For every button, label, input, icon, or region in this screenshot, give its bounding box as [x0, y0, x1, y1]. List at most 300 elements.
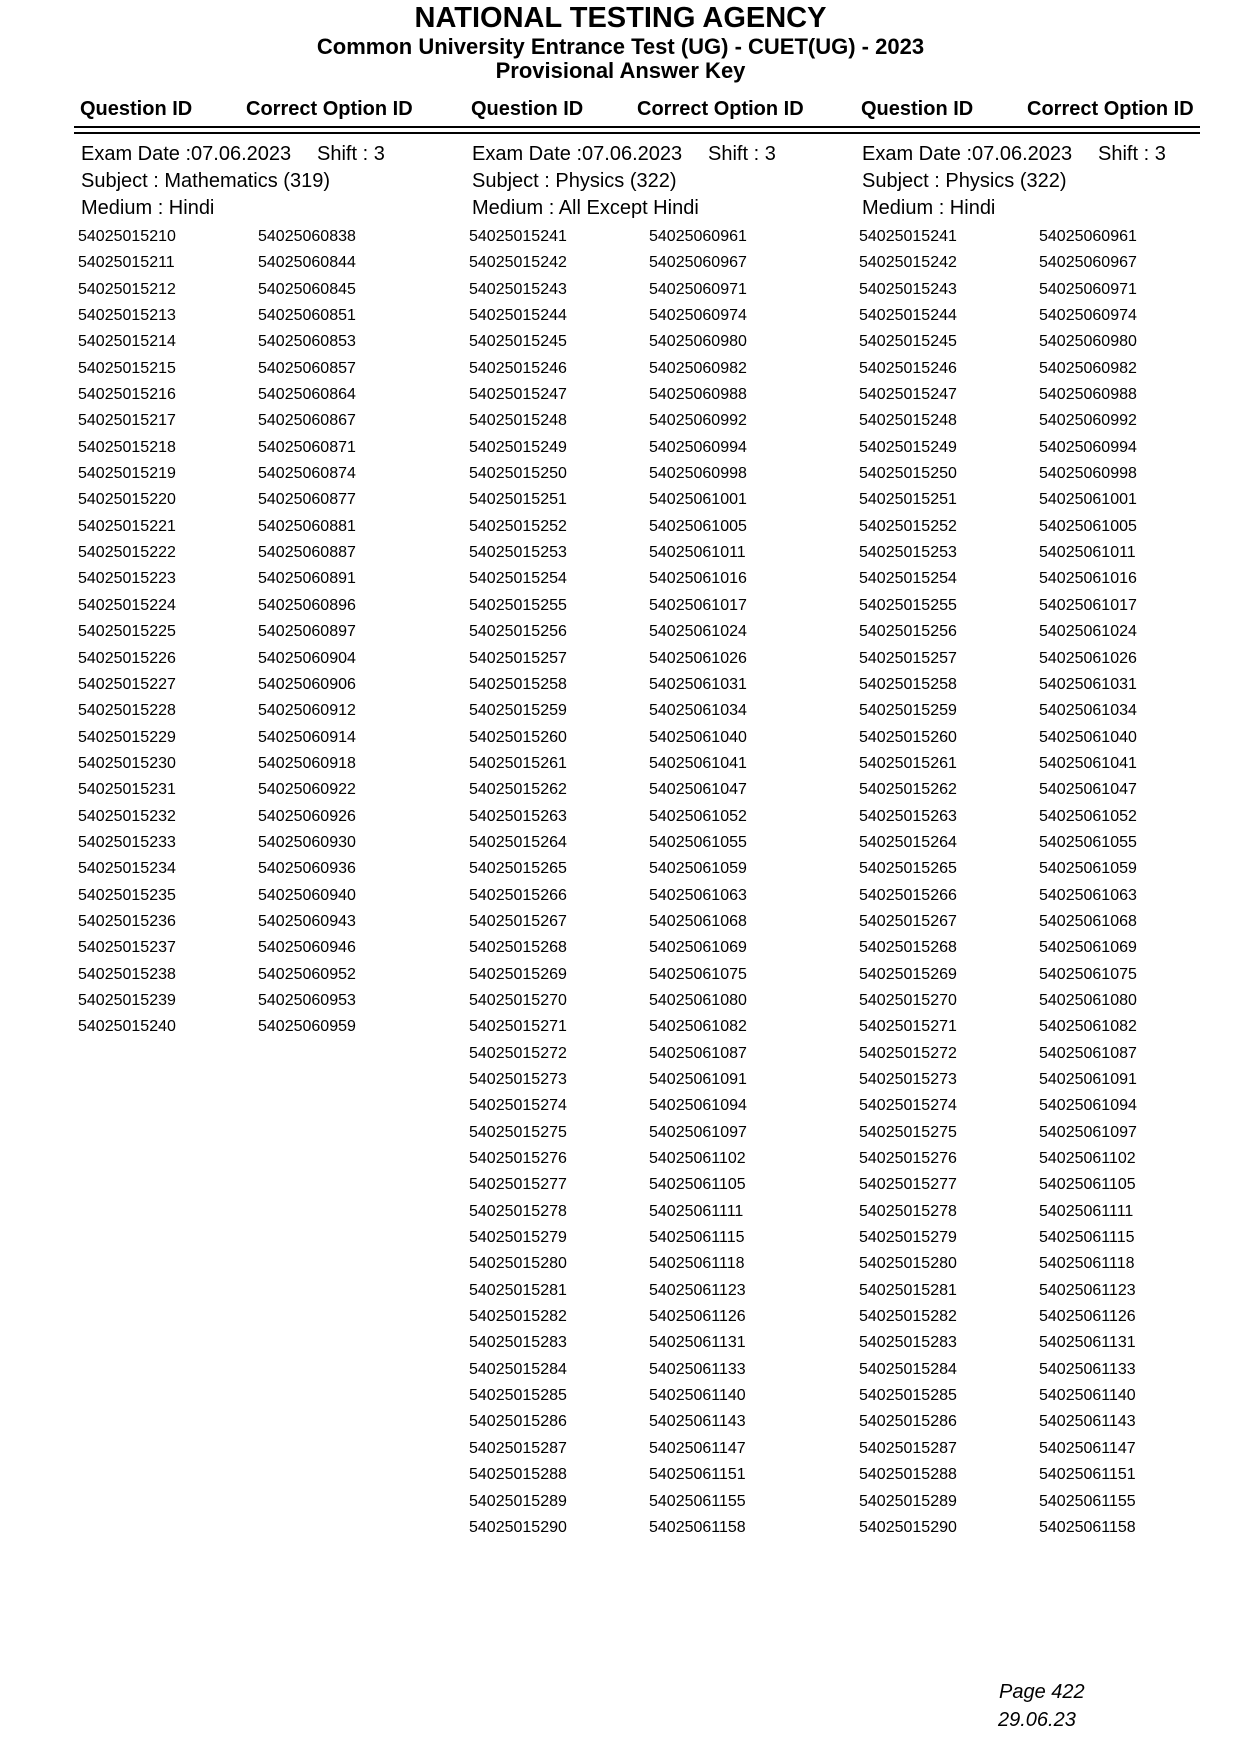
question-id: 54025015285 — [469, 1387, 567, 1405]
section-2-shift: Shift : 3 — [708, 143, 776, 165]
table-row — [469, 1493, 809, 1519]
correct-option-id: 54025060881 — [258, 517, 356, 535]
table-row — [78, 676, 418, 702]
table-row — [859, 491, 1199, 517]
correct-option-id: 54025061011 — [1039, 544, 1136, 562]
correct-option-id: 54025061055 — [649, 833, 747, 851]
table-row — [469, 1255, 809, 1281]
table-row — [469, 834, 809, 860]
table-row — [469, 1440, 809, 1466]
print-date: 29.06.23 — [998, 1709, 1076, 1731]
question-id: 54025015287 — [469, 1439, 567, 1457]
question-id: 54025015221 — [78, 517, 176, 535]
correct-option-id: 54025061041 — [649, 754, 747, 772]
correct-option-id: 54025060926 — [258, 807, 356, 825]
table-row — [859, 808, 1199, 834]
correct-option-id: 54025061005 — [1039, 517, 1137, 535]
section-2-exam-date: Exam Date :07.06.2023 — [472, 143, 683, 165]
table-row — [78, 412, 418, 438]
correct-option-id: 54025061140 — [649, 1387, 746, 1405]
correct-option-id: 54025060967 — [1039, 254, 1137, 272]
column-header-question-id-2: Question ID — [471, 98, 584, 120]
question-id: 54025015247 — [859, 386, 957, 404]
table-row — [469, 518, 809, 544]
correct-option-id: 54025061005 — [649, 517, 747, 535]
correct-option-id: 54025060906 — [258, 675, 356, 693]
question-id: 54025015239 — [78, 991, 176, 1009]
table-row — [78, 465, 418, 491]
document-title: NATIONAL TESTING AGENCY — [414, 2, 827, 34]
question-id: 54025015276 — [859, 1150, 957, 1168]
question-id: 54025015266 — [859, 886, 957, 904]
table-row — [859, 1045, 1199, 1071]
table-row — [78, 333, 418, 359]
table-row — [859, 1519, 1199, 1545]
column-header-question-id-1: Question ID — [80, 98, 193, 120]
table-row — [859, 307, 1199, 333]
correct-option-id: 54025061059 — [649, 860, 747, 878]
correct-option-id: 54025060845 — [258, 280, 356, 298]
correct-option-id: 54025060959 — [258, 1018, 356, 1036]
table-row — [859, 1334, 1199, 1360]
table-row — [859, 544, 1199, 570]
correct-option-id: 54025061105 — [1039, 1176, 1136, 1194]
question-id: 54025015261 — [469, 754, 567, 772]
question-id: 54025015243 — [859, 280, 957, 298]
question-id: 54025015246 — [859, 359, 957, 377]
table-row — [859, 887, 1199, 913]
question-id: 54025015248 — [469, 412, 567, 430]
table-row — [78, 913, 418, 939]
question-id: 54025015254 — [859, 570, 957, 588]
correct-option-id: 54025061052 — [649, 807, 747, 825]
table-row — [469, 1018, 809, 1044]
correct-option-id: 54025060980 — [1039, 333, 1137, 351]
correct-option-id: 54025061024 — [649, 623, 747, 641]
table-row — [859, 1097, 1199, 1123]
question-id: 54025015289 — [469, 1492, 567, 1510]
question-id: 54025015267 — [469, 912, 567, 930]
table-row — [469, 755, 809, 781]
document-subtitle: Common University Entrance Test (UG) - CUET(UG) - 2023 — [316, 34, 925, 59]
question-id: 54025015259 — [859, 702, 957, 720]
question-id: 54025015272 — [469, 1044, 567, 1062]
table-row — [78, 992, 418, 1018]
question-id: 54025015242 — [469, 254, 567, 272]
correct-option-id: 54025060988 — [649, 386, 747, 404]
table-row — [469, 228, 809, 254]
table-row — [859, 412, 1199, 438]
table-row — [859, 1203, 1199, 1229]
table-row — [469, 1229, 809, 1255]
table-row — [469, 1045, 809, 1071]
table-row — [469, 544, 809, 570]
question-id: 54025015222 — [78, 544, 176, 562]
correct-option-id: 54025061017 — [649, 596, 747, 614]
table-row — [469, 439, 809, 465]
table-row — [859, 465, 1199, 491]
table-row — [859, 439, 1199, 465]
correct-option-id: 54025061094 — [649, 1097, 747, 1115]
correct-option-id: 54025061069 — [649, 939, 747, 957]
question-id: 54025015233 — [78, 833, 176, 851]
column-header-option-id-1: Correct Option ID — [246, 98, 413, 120]
correct-option-id: 54025061094 — [1039, 1097, 1137, 1115]
section-1-subject: Subject : Mathematics (319) — [81, 170, 330, 192]
table-row — [859, 992, 1199, 1018]
page-number: Page 422 — [999, 1681, 1085, 1703]
question-id: 54025015265 — [469, 860, 567, 878]
table-row — [859, 254, 1199, 280]
table-row — [859, 333, 1199, 359]
table-row — [469, 860, 809, 886]
table-row — [78, 1018, 418, 1044]
correct-option-id: 54025060904 — [258, 649, 356, 667]
correct-option-id: 54025060971 — [1039, 280, 1137, 298]
table-row — [469, 1519, 809, 1545]
correct-option-id: 54025061133 — [1039, 1360, 1136, 1378]
table-row — [78, 570, 418, 596]
question-id: 54025015264 — [859, 833, 957, 851]
question-id: 54025015277 — [469, 1176, 567, 1194]
table-row — [469, 781, 809, 807]
correct-option-id: 54025060982 — [649, 359, 747, 377]
table-row — [469, 992, 809, 1018]
question-id: 54025015268 — [859, 939, 957, 957]
question-id: 54025015258 — [859, 675, 957, 693]
table-row — [78, 702, 418, 728]
table-row — [859, 1018, 1199, 1044]
table-row — [859, 781, 1199, 807]
question-id: 54025015214 — [78, 333, 176, 351]
correct-option-id: 54025061075 — [1039, 965, 1137, 983]
question-id: 54025015238 — [78, 965, 176, 983]
question-id: 54025015219 — [78, 465, 176, 483]
table-row — [78, 254, 418, 280]
question-id: 54025015232 — [78, 807, 176, 825]
table-row — [78, 887, 418, 913]
correct-option-id: 54025061143 — [649, 1413, 746, 1431]
question-id: 54025015229 — [78, 728, 176, 746]
question-id: 54025015282 — [469, 1308, 567, 1326]
table-row — [859, 1124, 1199, 1150]
correct-option-id: 54025061031 — [1039, 675, 1137, 693]
correct-option-id: 54025061102 — [649, 1150, 746, 1168]
table-row — [859, 966, 1199, 992]
question-id: 54025015290 — [469, 1518, 567, 1536]
correct-option-id: 54025061016 — [1039, 570, 1137, 588]
table-row — [78, 834, 418, 860]
table-row — [859, 1413, 1199, 1439]
correct-option-id: 54025061123 — [1039, 1281, 1136, 1299]
table-row — [859, 1176, 1199, 1202]
table-row — [469, 887, 809, 913]
question-id: 54025015289 — [859, 1492, 957, 1510]
correct-option-id: 54025060867 — [258, 412, 356, 430]
table-row — [859, 755, 1199, 781]
question-id: 54025015255 — [469, 596, 567, 614]
table-row — [469, 491, 809, 517]
question-id: 54025015228 — [78, 702, 176, 720]
question-id: 54025015284 — [859, 1360, 957, 1378]
table-row — [469, 1203, 809, 1229]
table-row — [78, 650, 418, 676]
question-id: 54025015257 — [469, 649, 567, 667]
correct-option-id: 54025061111 — [1039, 1202, 1134, 1220]
table-row — [469, 597, 809, 623]
column-header-option-id-3: Correct Option ID — [1027, 98, 1194, 120]
table-row — [78, 808, 418, 834]
section-3-shift: Shift : 3 — [1098, 143, 1166, 165]
question-id: 54025015270 — [859, 991, 957, 1009]
correct-option-id: 54025061147 — [649, 1439, 746, 1457]
header-rule-top — [74, 126, 1200, 128]
correct-option-id: 54025060897 — [258, 623, 356, 641]
question-id: 54025015226 — [78, 649, 176, 667]
correct-option-id: 54025061133 — [649, 1360, 746, 1378]
table-row — [859, 1308, 1199, 1334]
question-id: 54025015274 — [469, 1097, 567, 1115]
table-row — [78, 781, 418, 807]
question-id: 54025015223 — [78, 570, 176, 588]
table-row — [859, 1071, 1199, 1097]
correct-option-id: 54025060871 — [258, 438, 356, 456]
correct-option-id: 54025060914 — [258, 728, 356, 746]
correct-option-id: 54025061047 — [649, 781, 747, 799]
table-row — [859, 281, 1199, 307]
question-id: 54025015216 — [78, 386, 176, 404]
question-id: 54025015241 — [469, 228, 567, 245]
table-row — [859, 1387, 1199, 1413]
question-id: 54025015281 — [859, 1281, 957, 1299]
correct-option-id: 54025061102 — [1039, 1150, 1136, 1168]
correct-option-id: 54025061097 — [649, 1123, 747, 1141]
correct-option-id: 54025061080 — [1039, 991, 1137, 1009]
table-row — [78, 518, 418, 544]
question-id: 54025015240 — [78, 1018, 176, 1036]
correct-option-id: 54025061091 — [1039, 1071, 1137, 1088]
correct-option-id: 54025061001 — [1039, 491, 1137, 509]
correct-option-id: 54025060971 — [649, 280, 747, 298]
question-id: 54025015227 — [78, 675, 176, 693]
section-2-answer-list — [469, 228, 809, 1545]
question-id: 54025015281 — [469, 1281, 567, 1299]
table-row — [859, 1282, 1199, 1308]
correct-option-id: 54025060974 — [649, 307, 747, 325]
question-id: 54025015283 — [859, 1334, 957, 1352]
table-row — [469, 1071, 809, 1097]
table-row — [859, 939, 1199, 965]
correct-option-id: 54025060974 — [1039, 307, 1137, 325]
table-row — [78, 729, 418, 755]
question-id: 54025015270 — [469, 991, 567, 1009]
question-id: 54025015249 — [859, 438, 957, 456]
question-id: 54025015279 — [469, 1229, 567, 1247]
question-id: 54025015224 — [78, 596, 176, 614]
question-id: 54025015217 — [78, 412, 176, 430]
table-row — [469, 1097, 809, 1123]
correct-option-id: 54025060994 — [649, 438, 747, 456]
question-id: 54025015242 — [859, 254, 957, 272]
table-row — [78, 386, 418, 412]
table-row — [469, 386, 809, 412]
correct-option-id: 54025061034 — [1039, 702, 1137, 720]
correct-option-id: 54025061105 — [649, 1176, 746, 1194]
question-id: 54025015249 — [469, 438, 567, 456]
correct-option-id: 54025061123 — [649, 1281, 746, 1299]
section-3-subject: Subject : Physics (322) — [862, 170, 1067, 192]
correct-option-id: 54025060998 — [1039, 465, 1137, 483]
question-id: 54025015263 — [859, 807, 957, 825]
question-id: 54025015235 — [78, 886, 176, 904]
correct-option-id: 54025061151 — [649, 1466, 746, 1484]
question-id: 54025015243 — [469, 280, 567, 298]
table-row — [859, 650, 1199, 676]
question-id: 54025015267 — [859, 912, 957, 930]
correct-option-id: 54025060896 — [258, 596, 356, 614]
question-id: 54025015257 — [859, 649, 957, 667]
question-id: 54025015255 — [859, 596, 957, 614]
correct-option-id: 54025061055 — [1039, 833, 1137, 851]
table-row — [469, 307, 809, 333]
question-id: 54025015269 — [469, 965, 567, 983]
question-id: 54025015278 — [469, 1202, 567, 1220]
correct-option-id: 54025061155 — [649, 1492, 746, 1510]
table-row — [469, 650, 809, 676]
correct-option-id: 54025061068 — [649, 912, 747, 930]
correct-option-id: 54025061115 — [649, 1229, 745, 1247]
table-row — [469, 729, 809, 755]
question-id: 54025015272 — [859, 1044, 957, 1062]
table-row — [469, 623, 809, 649]
table-row — [469, 1176, 809, 1202]
section-3-answer-list — [859, 228, 1199, 1545]
correct-option-id: 54025060998 — [649, 465, 747, 483]
question-id: 54025015285 — [859, 1387, 957, 1405]
table-row — [78, 491, 418, 517]
question-id: 54025015273 — [469, 1071, 567, 1088]
table-row — [469, 281, 809, 307]
correct-option-id: 54025060943 — [258, 912, 356, 930]
document-type: Provisional Answer Key — [495, 58, 746, 83]
table-row — [469, 412, 809, 438]
table-row — [78, 439, 418, 465]
question-id: 54025015251 — [469, 491, 567, 509]
correct-option-id: 54025061155 — [1039, 1492, 1136, 1510]
header-rule-bottom — [74, 132, 1200, 134]
question-id: 54025015263 — [469, 807, 567, 825]
table-row — [469, 360, 809, 386]
question-id: 54025015215 — [78, 359, 176, 377]
question-id: 54025015258 — [469, 675, 567, 693]
table-row — [469, 1282, 809, 1308]
correct-option-id: 54025060838 — [258, 228, 356, 245]
question-id: 54025015268 — [469, 939, 567, 957]
question-id: 54025015282 — [859, 1308, 957, 1326]
correct-option-id: 54025061063 — [649, 886, 747, 904]
correct-option-id: 54025060930 — [258, 833, 356, 851]
question-id: 54025015271 — [469, 1018, 567, 1036]
question-id: 54025015247 — [469, 386, 567, 404]
question-id: 54025015277 — [859, 1176, 957, 1194]
table-row — [859, 518, 1199, 544]
correct-option-id: 54025061131 — [649, 1334, 746, 1352]
correct-option-id: 54025060988 — [1039, 386, 1137, 404]
correct-option-id: 54025061118 — [1039, 1255, 1135, 1273]
question-id: 54025015269 — [859, 965, 957, 983]
correct-option-id: 54025061011 — [649, 544, 746, 562]
question-id: 54025015252 — [469, 517, 567, 535]
question-id: 54025015276 — [469, 1150, 567, 1168]
question-id: 54025015275 — [469, 1123, 567, 1141]
correct-option-id: 54025060877 — [258, 491, 356, 509]
question-id: 54025015286 — [469, 1413, 567, 1431]
question-id: 54025015251 — [859, 491, 957, 509]
table-row — [859, 1466, 1199, 1492]
question-id: 54025015220 — [78, 491, 176, 509]
table-row — [469, 1387, 809, 1413]
question-id: 54025015236 — [78, 912, 176, 930]
correct-option-id: 54025061131 — [1039, 1334, 1136, 1352]
table-row — [78, 597, 418, 623]
question-id: 54025015265 — [859, 860, 957, 878]
question-id: 54025015246 — [469, 359, 567, 377]
table-row — [469, 913, 809, 939]
correct-option-id: 54025060952 — [258, 965, 356, 983]
correct-option-id: 54025060992 — [649, 412, 747, 430]
question-id: 54025015260 — [469, 728, 567, 746]
correct-option-id: 54025061026 — [649, 649, 747, 667]
question-id: 54025015244 — [859, 307, 957, 325]
question-id: 54025015213 — [78, 307, 176, 325]
table-row — [78, 360, 418, 386]
question-id: 54025015288 — [859, 1466, 957, 1484]
table-row — [859, 860, 1199, 886]
table-row — [469, 1150, 809, 1176]
table-row — [859, 360, 1199, 386]
correct-option-id: 54025060982 — [1039, 359, 1137, 377]
table-row — [859, 1440, 1199, 1466]
table-row — [469, 808, 809, 834]
correct-option-id: 54025061118 — [649, 1255, 745, 1273]
correct-option-id: 54025061040 — [1039, 728, 1137, 746]
question-id: 54025015283 — [469, 1334, 567, 1352]
section-1-exam-date: Exam Date :07.06.2023 — [81, 143, 292, 165]
correct-option-id: 54025061080 — [649, 991, 747, 1009]
correct-option-id: 54025061063 — [1039, 886, 1137, 904]
correct-option-id: 54025061041 — [1039, 754, 1137, 772]
question-id: 54025015234 — [78, 860, 176, 878]
section-2-medium: Medium : All Except Hindi — [472, 197, 699, 219]
correct-option-id: 54025061091 — [649, 1071, 747, 1088]
question-id: 54025015210 — [78, 228, 176, 245]
correct-option-id: 54025060967 — [649, 254, 747, 272]
correct-option-id: 54025060922 — [258, 781, 356, 799]
correct-option-id: 54025061087 — [1039, 1044, 1137, 1062]
table-row — [469, 1124, 809, 1150]
table-row — [859, 1255, 1199, 1281]
column-header-option-id-2: Correct Option ID — [637, 98, 804, 120]
table-row — [78, 939, 418, 965]
question-id: 54025015230 — [78, 754, 176, 772]
correct-option-id: 54025061143 — [1039, 1413, 1136, 1431]
table-row — [859, 386, 1199, 412]
table-row — [469, 1466, 809, 1492]
section-2-subject: Subject : Physics (322) — [472, 170, 677, 192]
table-row — [859, 1361, 1199, 1387]
table-row — [859, 729, 1199, 755]
correct-option-id: 54025060912 — [258, 702, 356, 720]
